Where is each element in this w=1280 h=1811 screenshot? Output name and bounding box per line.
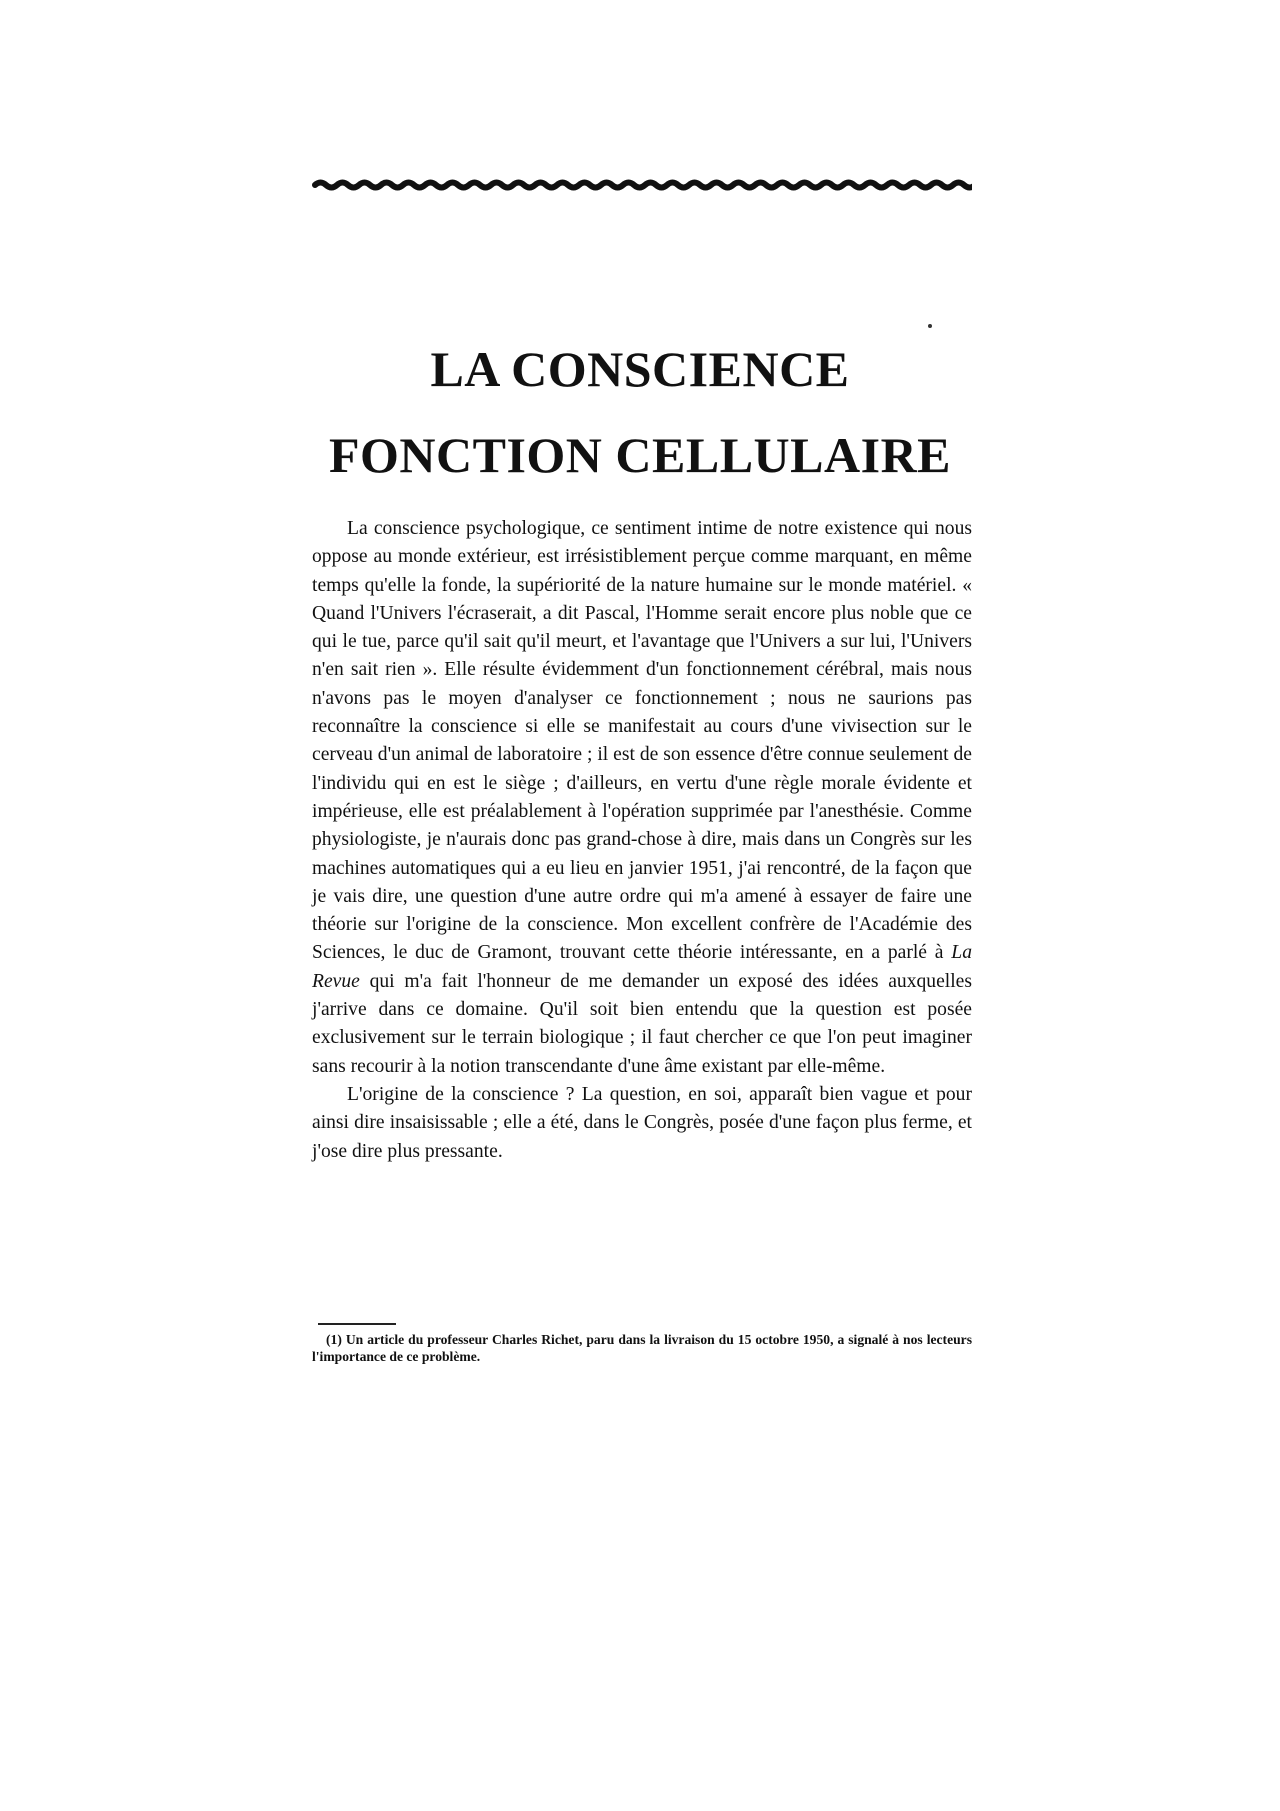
title-line-2: FONCTION CELLULAIRE	[328, 427, 952, 483]
paragraph-2: L'origine de la conscience ? La question, en soi, apparaît bien vague et pour ainsi dire insaisissable ; elle a été, dans le Congrès, posée d'une façon plus ferme, et j'ose dire plus pressante.	[312, 1083, 972, 1162]
publication-name: La Revue	[312, 942, 972, 992]
paragraph-1-text-b: qui m'a fait l'honneur de me demander un exposé des idées auxquelles j'arrive dans ce domaine. Qu'il soit bien entendu que la question est posée exclusivement sur le terrain biologique ; il faut chercher ce que l'on peut imaginer sans recourir à la notion transcendante d'une âme existant par elle-même.	[312, 970, 972, 1077]
paragraph-1-text-a: La conscience psychologique, ce sentiment intime de notre existence qui nous oppose au monde extérieur, est irrésistiblement perçue comme marquant, en même temps qu'elle la fonde, la supériorité de la nature humaine sur le monde matériel. « Quand l'Univers l'écraserait, a dit Pascal, l'Homme serait encore plus noble que ce qui le tue, parce qu'il sait qu'il meurt, et l'avantage que l'Univers a sur lui, l'Univers n'en sait rien ». Elle résulte évidemment d'un fonctionnement cérébral, mais nous n'avons pas le moyen d'analyser ce fonctionnement ; nous ne saurions pas reconnaître la conscience si elle se manifestait au cours d'une vivisection sur le cerveau d'un animal de laboratoire ; il est de son essence d'être connue seulement de l'individu qui en est le siège ; d'ailleurs, en vertu d'une règle morale évidente et impérieuse, elle est préalablement à l'opération supprimée par l'anesthésie. Comme physiologiste, je n'aurais donc pas grand-chose à dire, mais dans un Congrès sur les machines automatiques qui a eu lieu en janvier 1951, j'ai rencontré, de la façon que je vais dire, une question d'une autre ordre qui m'a amené à essayer de faire une théorie sur l'origine de la conscience. Mon excellent confrère de l'Académie des Sciences, le duc de Gramont, trouvant cette théorie intéressante, en a parlé à	[312, 518, 972, 964]
wavy-ornament-rule	[312, 174, 972, 196]
footnote-separator	[318, 1323, 396, 1325]
paragraph-1	[312, 515, 972, 1081]
article-title	[300, 326, 980, 498]
title-line-1: LA CONSCIENCE	[430, 341, 850, 397]
article-body	[312, 515, 972, 1166]
footnote: (1) Un article du professeur Charles Richet, paru dans la livraison du 15 octobre 1950, a signalé à nos lecteurs l'importance de ce problème.	[312, 1332, 972, 1364]
